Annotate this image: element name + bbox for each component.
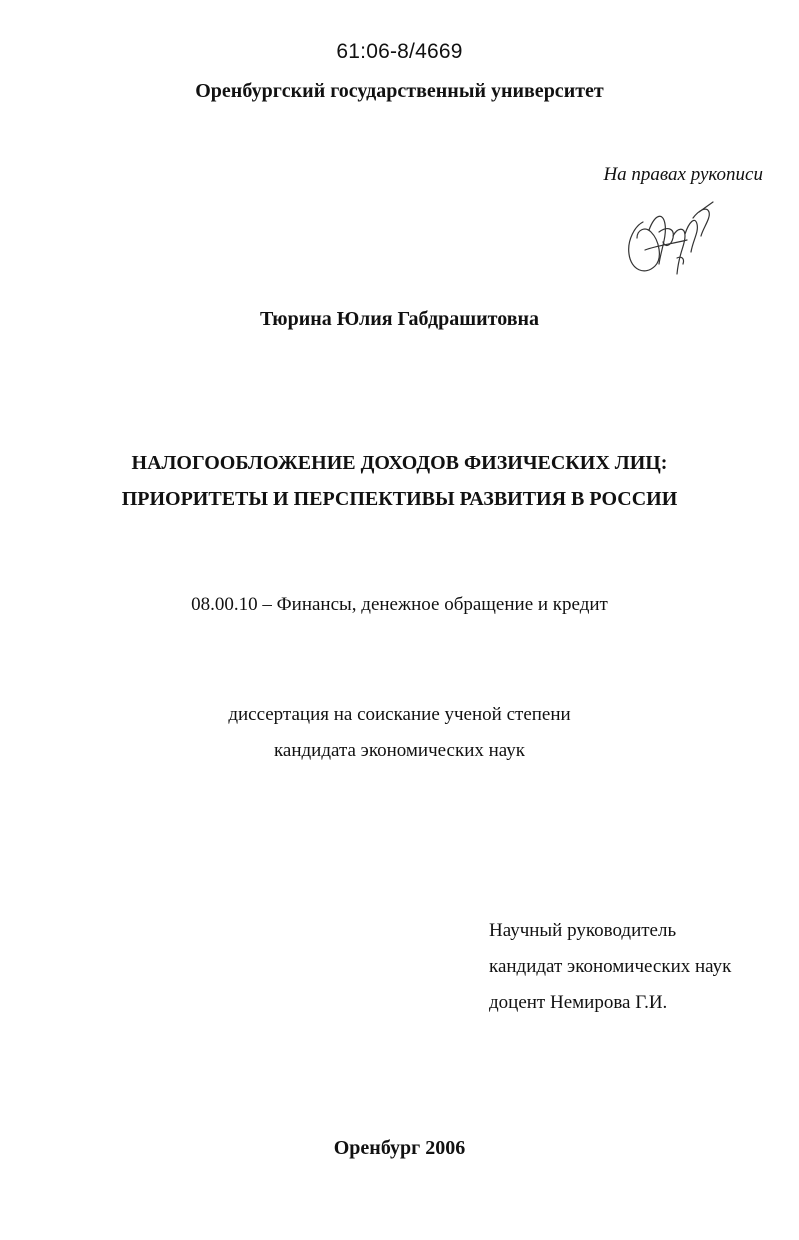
city-year: Оренбург 2006 [333,1137,466,1159]
author-signature [615,192,725,282]
supervisor-role: Научный руководитель [489,920,677,941]
supervisor-name: доцент Немирова Г.И. [489,992,668,1013]
catalog-number: 61:06-8/4669 [336,40,463,63]
degree-line-2: кандидата экономических наук [273,740,526,761]
university-name: Оренбургский государственный университет [195,80,604,102]
rights-note: На правах рукописи [603,164,763,185]
specialty-code: 08.00.10 – Финансы, денежное обращение и кредит [191,594,608,615]
supervisor-degree: кандидат экономических наук [489,956,732,977]
author-name: Тюрина Юлия Габдрашитовна [259,308,540,330]
degree-line-1: диссертация на соискание ученой степени [228,704,571,725]
dissertation-title-line-1: НАЛОГООБЛОЖЕНИЕ ДОХОДОВ ФИЗИЧЕСКИХ ЛИЦ: [131,452,668,474]
dissertation-title-line-2: ПРИОРИТЕТЫ И ПЕРСПЕКТИВЫ РАЗВИТИЯ В РОССИИ [121,488,678,510]
